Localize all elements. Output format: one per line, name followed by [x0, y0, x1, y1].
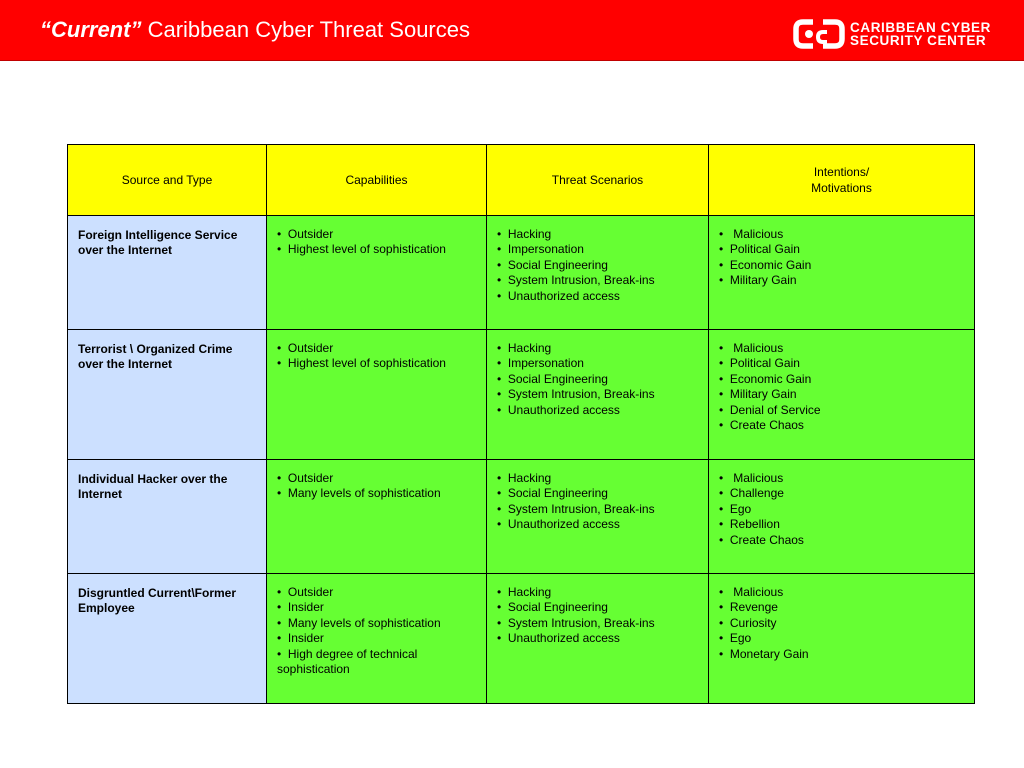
scenario-item: • Hacking — [497, 227, 700, 242]
header-intentions-line-1: Intentions/ — [813, 165, 870, 179]
header-intentions-line-2: Motivations — [811, 181, 872, 195]
scenarios-cell — [487, 460, 709, 574]
intentions-list — [709, 574, 974, 662]
header-capabilities: Capabilities — [267, 145, 487, 216]
scenario-item: • Social Engineering — [497, 258, 700, 273]
capability-item: • Highest level of sophistication — [277, 356, 478, 371]
header-intentions-motivations — [709, 145, 975, 216]
intention-item: • Malicious — [719, 227, 966, 242]
table-row — [68, 330, 975, 460]
scenario-item: • Hacking — [497, 341, 700, 356]
intention-item: • Malicious — [719, 471, 966, 486]
logo-line-2: SECURITY CENTER — [850, 33, 987, 48]
intentions-cell — [709, 216, 975, 330]
scenario-item: • Unauthorized access — [497, 403, 700, 418]
scenarios-cell — [487, 330, 709, 460]
capabilities-list — [267, 216, 486, 258]
scenario-item: • System Intrusion, Break-ins — [497, 616, 700, 631]
capabilities-cell — [267, 216, 487, 330]
capabilities-cell — [267, 330, 487, 460]
threat-sources-table — [67, 144, 975, 704]
intention-item: • Economic Gain — [719, 258, 966, 273]
capabilities-list — [267, 330, 486, 372]
capability-item: • Outsider — [277, 471, 478, 486]
intentions-cell — [709, 574, 975, 704]
title-current-word: Current — [51, 17, 131, 42]
intention-item: • Political Gain — [719, 356, 966, 371]
intention-item: • Challenge — [719, 486, 966, 501]
scenario-item: • Hacking — [497, 585, 700, 600]
title-close-quote: ” — [130, 17, 142, 42]
capability-item: • Highest level of sophistication — [277, 242, 478, 257]
capability-item: • Many levels of sophistication — [277, 486, 478, 501]
scenario-item: • Impersonation — [497, 356, 700, 371]
title-text: Caribbean Cyber Threat Sources — [141, 17, 470, 42]
scenario-item: • System Intrusion, Break-ins — [497, 273, 700, 288]
intention-item: • Political Gain — [719, 242, 966, 257]
intention-item: • Create Chaos — [719, 533, 966, 548]
logo-line-1: CARIBBEAN CYBER — [850, 20, 992, 35]
capability-item: • Many levels of sophistication — [277, 616, 478, 631]
scenario-item: • Impersonation — [497, 242, 700, 257]
title-emphasis — [40, 17, 141, 42]
header-source-and-type: Source and Type — [68, 145, 267, 216]
capability-item: • Outsider — [277, 585, 478, 600]
capability-item: • High degree of technical sophistication — [277, 647, 478, 678]
capability-item: • Outsider — [277, 227, 478, 242]
intention-item: • Denial of Service — [719, 403, 966, 418]
intention-item: • Economic Gain — [719, 372, 966, 387]
intention-item: • Revenge — [719, 600, 966, 615]
capabilities-list — [267, 460, 486, 502]
scenario-item: • Social Engineering — [497, 372, 700, 387]
scenarios-list — [487, 460, 708, 533]
intention-item: • Create Chaos — [719, 418, 966, 433]
logo-text — [850, 21, 991, 47]
scenarios-list — [487, 574, 708, 647]
scenario-item: • System Intrusion, Break-ins — [497, 502, 700, 517]
intention-item: • Ego — [719, 502, 966, 517]
capabilities-cell — [267, 460, 487, 574]
table-row — [68, 216, 975, 330]
source-cell: Terrorist \ Organized Crime over the Internet — [68, 330, 267, 460]
scenarios-cell — [487, 216, 709, 330]
intention-item: • Ego — [719, 631, 966, 646]
capabilities-list — [267, 574, 486, 677]
scenario-item: • System Intrusion, Break-ins — [497, 387, 700, 402]
intentions-list — [709, 216, 974, 289]
intention-item: • Military Gain — [719, 273, 966, 288]
scenario-item: • Unauthorized access — [497, 517, 700, 532]
title-bar — [0, 0, 1024, 61]
capabilities-cell — [267, 574, 487, 704]
scenarios-list — [487, 330, 708, 418]
table-row — [68, 460, 975, 574]
scenario-item: • Unauthorized access — [497, 289, 700, 304]
scenario-item: • Social Engineering — [497, 486, 700, 501]
intention-item: • Monetary Gain — [719, 647, 966, 662]
scenarios-cell — [487, 574, 709, 704]
header-threat-scenarios: Threat Scenarios — [487, 145, 709, 216]
intentions-list — [709, 330, 974, 433]
intentions-cell — [709, 460, 975, 574]
source-cell: Individual Hacker over the Internet — [68, 460, 267, 574]
source-cell: Foreign Intelligence Service over the Internet — [68, 216, 267, 330]
intention-item: • Rebellion — [719, 517, 966, 532]
scenario-item: • Social Engineering — [497, 600, 700, 615]
ccsc-logo-icon — [793, 18, 845, 50]
intention-item: • Military Gain — [719, 387, 966, 402]
table-row — [68, 574, 975, 704]
table-header-row — [68, 145, 975, 216]
capability-item: • Outsider — [277, 341, 478, 356]
title-open-quote: “ — [40, 17, 51, 42]
ccsc-logo — [793, 18, 991, 50]
capability-item: • Insider — [277, 600, 478, 615]
intentions-list — [709, 460, 974, 548]
intention-item: • Curiosity — [719, 616, 966, 631]
page-title — [40, 17, 470, 43]
source-cell: Disgruntled Current\Former Employee — [68, 574, 267, 704]
scenarios-list — [487, 216, 708, 304]
scenario-item: • Hacking — [497, 471, 700, 486]
intention-item: • Malicious — [719, 585, 966, 600]
scenario-item: • Unauthorized access — [497, 631, 700, 646]
intention-item: • Malicious — [719, 341, 966, 356]
capability-item: • Insider — [277, 631, 478, 646]
intentions-cell — [709, 330, 975, 460]
